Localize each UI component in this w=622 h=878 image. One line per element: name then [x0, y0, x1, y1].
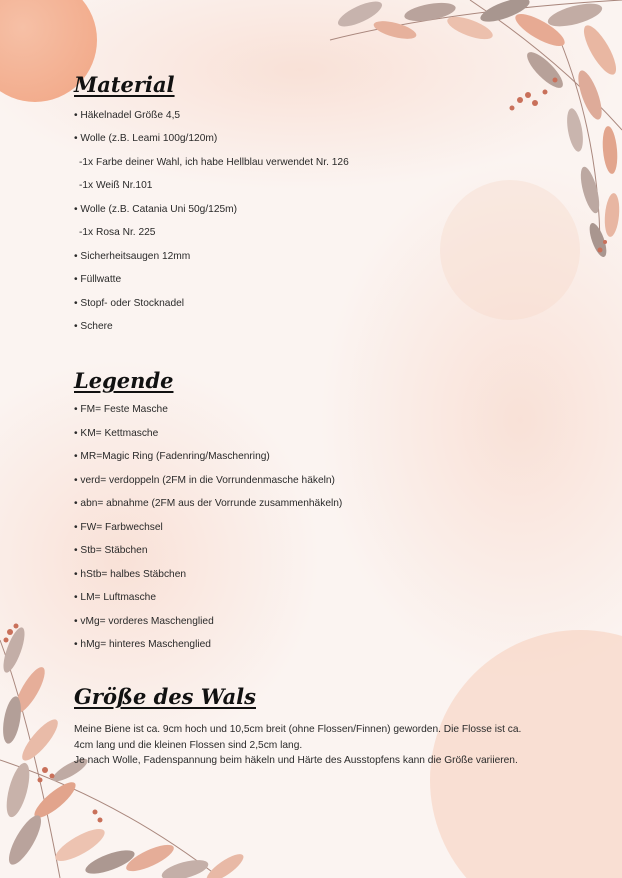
groesse-line: Je nach Wolle, Fadenspannung beim häkeln und Härte des Ausstopfens kann die Größe variieren.: [74, 755, 518, 766]
groesse-line: Meine Biene ist ca. 9cm hoch und 10,5cm breit (ohne Flossen/Finnen) geworden. Die Flosse ist ca.: [74, 724, 522, 735]
groesse-paragraph: [74, 722, 554, 769]
legende-item: • FW= Farbwechsel: [74, 522, 163, 533]
groesse-heading: Größe des Wals: [74, 684, 256, 709]
legende-heading: Legende: [74, 368, 174, 393]
material-item: • Stopf- oder Stocknadel: [74, 298, 185, 309]
groesse-line: 4cm lang und die kleinen Flossen sind 2,5cm lang.: [74, 739, 303, 751]
legende-item: • LM= Luftmasche: [74, 592, 156, 603]
legende-item: • hStb= halbes Stäbchen: [74, 569, 187, 580]
legende-item: • verd= verdoppeln (2FM in die Vorrundenmasche häkeln): [74, 475, 335, 486]
material-heading: Material: [74, 72, 175, 97]
legende-item: • vMg= vorderes Maschenglied: [74, 616, 214, 627]
legende-item: • Stb= Stäbchen: [74, 545, 148, 556]
material-item: • Häkelnadel Größe 4,5: [74, 110, 181, 121]
material-subitem: -1x Weiß Nr.101: [79, 180, 153, 191]
legende-item: • MR=Magic Ring (Fadenring/Maschenring): [74, 451, 270, 462]
legende-item: • hMg= hinteres Maschenglied: [74, 639, 211, 650]
material-subitem: -1x Rosa Nr. 225: [79, 227, 156, 238]
material-item: • Sicherheitsaugen 12mm: [74, 251, 191, 262]
material-item: • Wolle (z.B. Catania Uni 50g/125m): [74, 204, 238, 215]
material-subitem: -1x Farbe deiner Wahl, ich habe Hellblau verwendet Nr. 126: [79, 157, 349, 168]
material-item: • Wolle (z.B. Leami 100g/120m): [74, 133, 218, 144]
material-item: • Schere: [74, 321, 113, 332]
legende-item: • FM= Feste Masche: [74, 404, 168, 415]
legende-item: • abn= abnahme (2FM aus der Vorrunde zusammenhäkeln): [74, 498, 343, 509]
material-item: • Füllwatte: [74, 274, 122, 285]
legende-item: • KM= Kettmasche: [74, 428, 159, 439]
